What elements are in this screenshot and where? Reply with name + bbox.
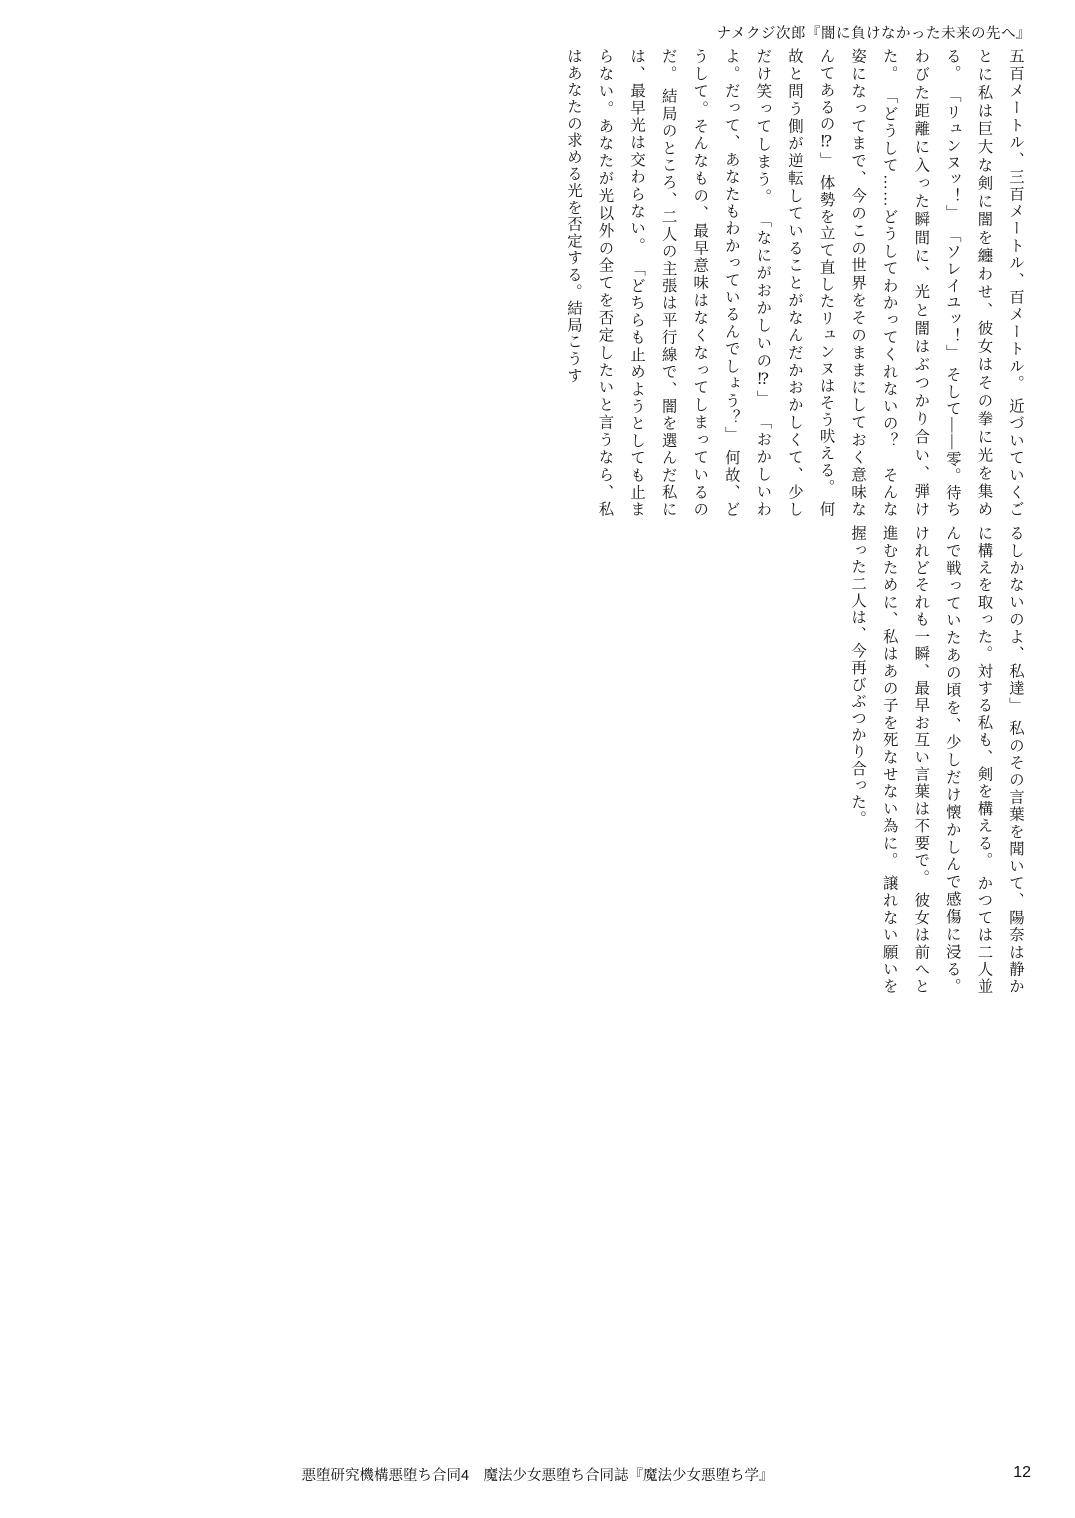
page-number: 12 (1013, 1464, 1031, 1481)
body-paragraphs-bottom: るしかないのよ、私達」 私のその言葉を聞いて、陽奈は静かに構えを取った。対する私も、剣を構える。 かつては二人並んで戦っていたあの頃を、少しだけ懐かしんで感傷に浸る。 けれどそれも一瞬、最早お互い言葉は不要で。 彼女は前へと進むために、私はあの子を死なせない為に。 譲れない願いを握った二人は、今再びぶつかり合った。 (849, 525, 1024, 995)
body-paragraphs-top: 五百メートル、三百メートル、百メートル。 近づいていくごとに私は巨大な剣に闇を纏わせ、彼女はその拳に光を集める。 「リュンヌッ！」 「ソレイユッ！」 そして――零。待ちわびた距離に入った瞬間に、光と闇はぶつかり合い、弾けた。 「どうして……どうしてわかってくれないの？ そんな姿になってまで、今のこの世界をそのままにしておく意味なんてあるの⁉」 体勢を立て直したリュンヌはそう吠える。 何故と問う側が逆転していることがなんだかおかしくて、少しだけ笑ってしまう。 「なにがおかしいの⁉」 「おかしいわよ。だって、あなたもわかっているんでしょう？」 何故、どうして。そんなもの、最早意味はなくなってしまっているのだ。 結局のところ、二人の主張は平行線で、闇を選んだ私には、最早光は交わらない。 「どちらも止めようとしても止まらない。あなたが光以外の全てを否定したいと言うなら、私はあなたの求める光を否定する。結局こうす (564, 48, 1024, 518)
body-text-bottom-block (611, 525, 1031, 995)
footer-publication-title: 悪堕研究機構悪堕ち合同4 魔法少女悪堕ち合同誌『魔法少女悪堕ち学』 (301, 1468, 774, 1484)
body-text-top-block (101, 48, 1031, 518)
page-footer (0, 1464, 1075, 1492)
page-header-title: ナメクジ次郎『闇に負けなかった未来の先へ』 (716, 26, 1031, 42)
